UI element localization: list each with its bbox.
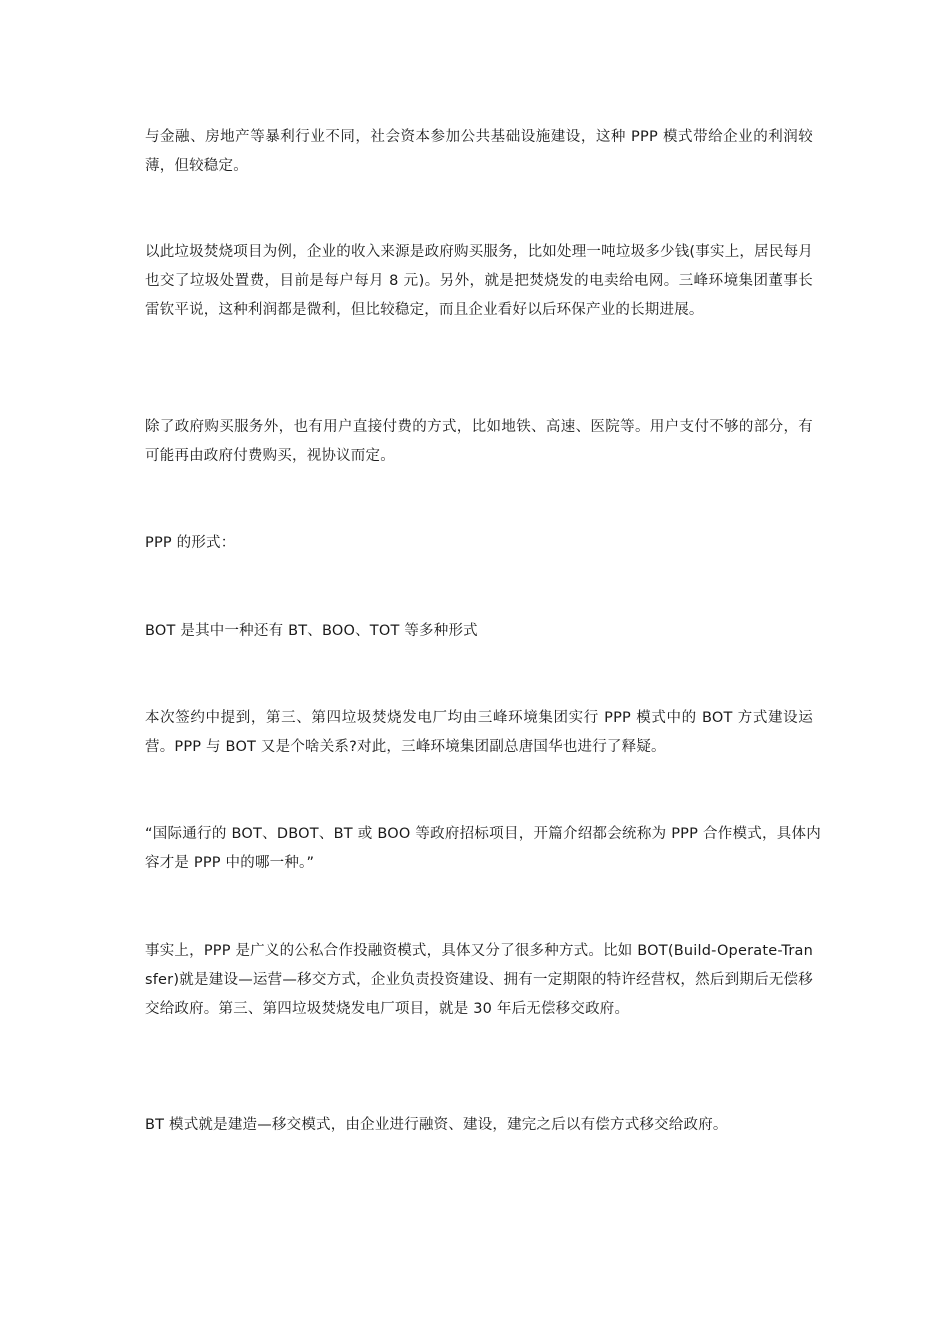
paragraph-quote-international: “国际通行的 BOT、DBOT、BT 或 BOO 等政府招标项目，开篇介绍都会统称为 PPP 合作模式，具体内容才是 PPP 中的哪一种。” — [145, 826, 821, 871]
paragraph-ppp-forms-heading: PPP 的形式： — [145, 535, 236, 551]
paragraph-bt-definition: BT 模式就是建造—移交模式，由企业进行融资、建设，建完之后以有偿方式移交给政府。 — [145, 1117, 728, 1133]
paragraph-bot-forms: BOT 是其中一种还有 BT、BOO、TOT 等多种形式 — [145, 623, 478, 639]
paragraph-signing-bot: 本次签约中提到，第三、第四垃圾焚烧发电厂均由三峰环境集团实行 PPP 模式中的 BOT 方式建设运营。PPP 与 BOT 又是个啥关系?对此，三峰环境集团副总唐国华也进行了释疑。 — [145, 710, 813, 755]
paragraph-user-payment: 除了政府购买服务外，也有用户直接付费的方式，比如地铁、高速、医院等。用户支付不够的部分，有可能再由政府付费购买，视协议而定。 — [145, 419, 813, 464]
paragraph-waste-incineration-revenue: 以此垃圾焚烧项目为例，企业的收入来源是政府购买服务，比如处理一吨垃圾多少钱(事实上，居民每月也交了垃圾处置费，目前是每户每月 8 元)。另外，就是把焚烧发的电卖给电网。三峰环境集团董事长雷钦平说，这种利润都是微利，但比较稳定，而且企业看好以后环保产业的长期进展。 — [145, 244, 813, 318]
paragraph-ppp-profit: 与金融、房地产等暴利行业不同，社会资本参加公共基础设施建设，这种 PPP 模式带给企业的利润较薄，但较稳定。 — [145, 129, 813, 174]
paragraph-bot-definition: 事实上，PPP 是广义的公私合作投融资模式，具体又分了很多种方式。比如 BOT(Build-Operate-Transfer)就是建设—运营—移交方式，企业负责投资建设、拥有一定期限的特许经营权，然后到期后无偿移交给政府。第三、第四垃圾焚烧发电厂项目，就是 30 年后无偿移交政府。 — [145, 943, 813, 1017]
